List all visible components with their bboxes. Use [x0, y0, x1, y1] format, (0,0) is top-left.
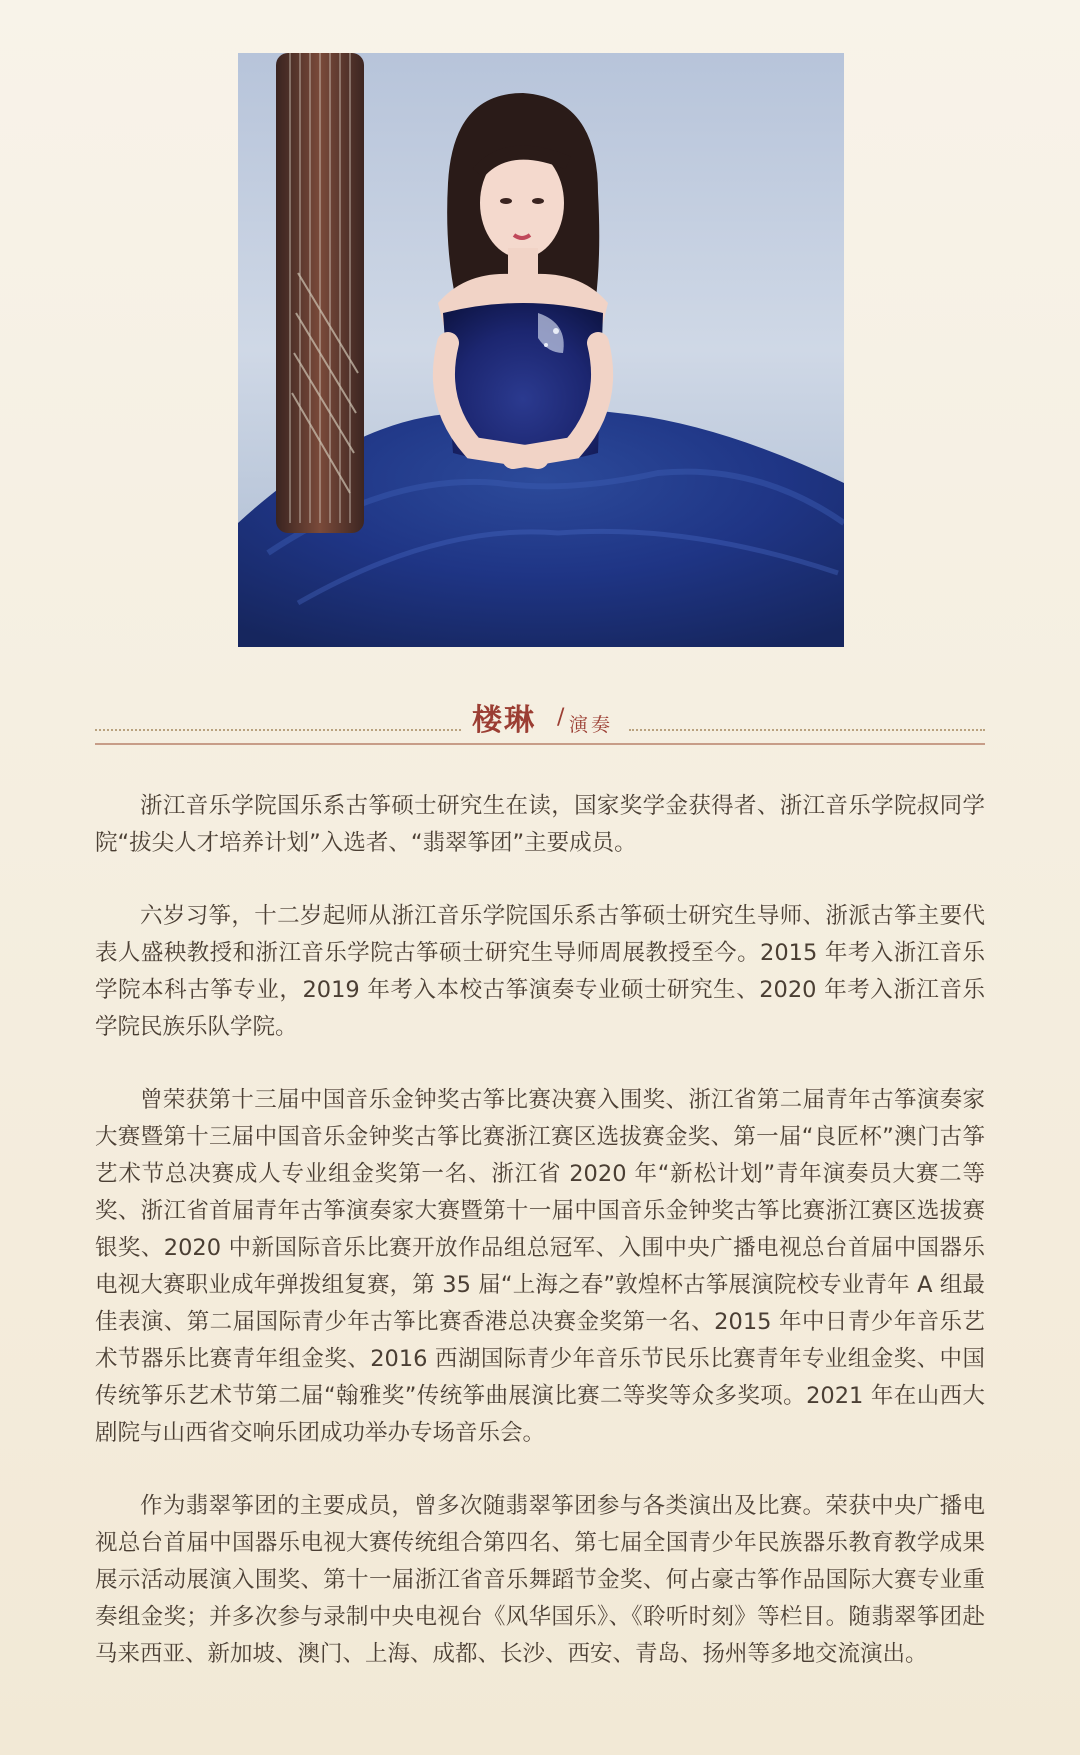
performer-heading	[95, 695, 985, 745]
bio-paragraph-1: 浙江音乐学院国乐系古筝硕士研究生在读，国家奖学金获得者、浙江音乐学院叔同学院“拔尖人才培养计划”入选者、“翡翠筝团”主要成员。	[95, 793, 985, 856]
name-role-separator: /	[557, 705, 565, 730]
bio-text	[95, 788, 985, 1709]
bio-paragraph-4: 作为翡翠筝团的主要成员，曾多次随翡翠筝团参与各类演出及比赛。荣获中央广播电视总台首届中国器乐电视大赛传统组合第四名、第七届全国青少年民族器乐教育教学成果展示活动展演入围奖、第十一届浙江省音乐舞蹈节金奖、何占豪古筝作品国际大赛专业重奏组金奖；并多次参与录制中央电视台《风华国乐》、《聆听时刻》等栏目。随翡翠筝团赴马来西亚、新加坡、澳门、上海、成都、长沙、西安、青岛、扬州等多地交流演出。	[95, 1493, 985, 1667]
heading-underline	[95, 743, 985, 745]
bio-paragraph-3: 曾荣获第十三届中国音乐金钟奖古筝比赛决赛入围奖、浙江省第二届青年古筝演奏家大赛暨第十三届中国音乐金钟奖古筝比赛浙江赛区选拔赛金奖、第一届“良匠杯”澳门古筝艺术节总决赛成人专业组金奖第一名、浙江省 2020 年“新松计划”青年演奏员大赛二等奖、浙江省首届青年古筝演奏家大赛暨第十一届中国音乐金钟奖古筝比赛浙江赛区选拔赛银奖、2020 中新国际音乐比赛开放作品组总冠军、入围中央广播电视总台首届中国器乐电视大赛职业成年弹拨组复赛，第 35 届“上海之春”敦煌杯古筝展演院校专业青年 A 组最佳表演、第二届国际青少年古筝比赛香港总决赛金奖第一名、2015 年中日青少年音乐艺术节器乐比赛青年组金奖、2016 西湖国际青少年音乐节民乐比赛青年专业组金奖、中国传统筝乐艺术节第二届“翰雅奖”传统筝曲展演比赛二等奖等众多奖项。2021 年在山西大剧院与山西省交响乐团成功举办专场音乐会。	[95, 1087, 985, 1446]
performer-photo	[238, 53, 844, 647]
performer-name: 楼琳	[472, 703, 536, 738]
performer-portrait-image	[238, 53, 844, 647]
left-dotted-divider	[95, 729, 461, 731]
bio-paragraph-2: 六岁习筝，十二岁起师从浙江音乐学院国乐系古筝硕士研究生导师、浙派古筝主要代表人盛秧教授和浙江音乐学院古筝硕士研究生导师周展教授至今。2015 年考入浙江音乐学院本科古筝专业，2019 年考入本校古筝演奏专业硕士研究生、2020 年考入浙江音乐学院民族乐队学院。	[95, 903, 985, 1040]
performer-role: 演奏	[569, 714, 614, 736]
right-dotted-divider	[629, 729, 985, 731]
